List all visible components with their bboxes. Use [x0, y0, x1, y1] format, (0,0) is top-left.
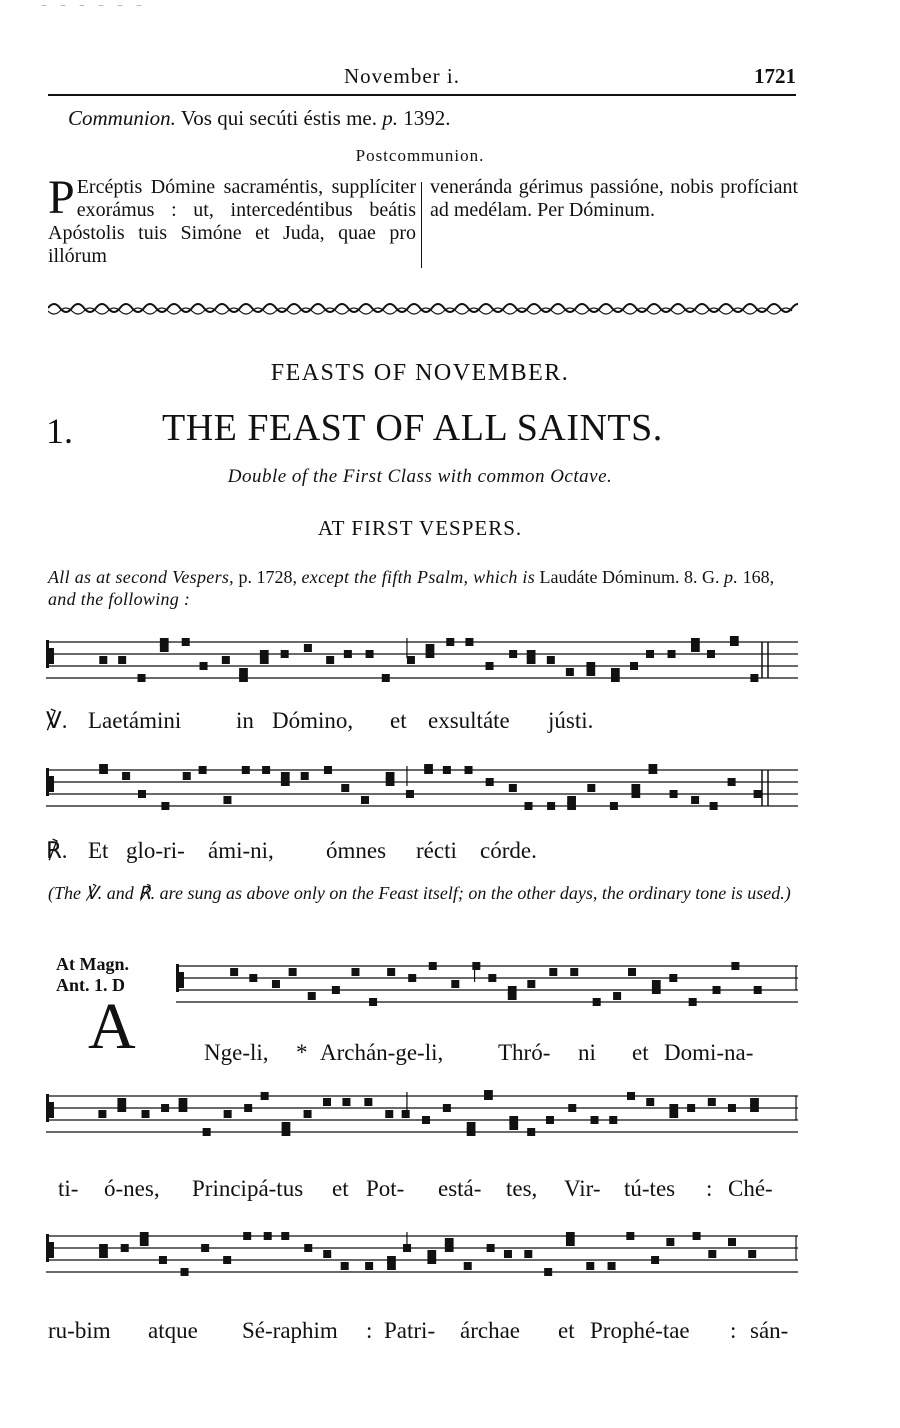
neume	[646, 650, 654, 658]
postcommunion-heading: Postcommunion.	[355, 146, 485, 165]
rubric-plain-b: Laudáte Dóminum. 8. G.	[539, 567, 720, 587]
neume	[524, 1250, 532, 1258]
neume	[487, 1244, 495, 1252]
neume	[628, 968, 636, 976]
neume	[524, 802, 532, 810]
neume	[249, 974, 257, 982]
page-edge-marks: ‾ ‾ ‾ ‾ ‾ ‾	[42, 4, 147, 18]
antiphon-syllable: et	[558, 1318, 575, 1343]
neume	[342, 1098, 350, 1106]
neume	[666, 1238, 674, 1246]
neume	[332, 986, 340, 994]
neume	[264, 1232, 272, 1240]
header-title: November i.	[344, 64, 460, 88]
neume	[546, 1116, 554, 1124]
chant-staff-antiphon-2	[46, 1090, 798, 1156]
antiphon-syllable: et	[332, 1176, 349, 1201]
antiphon-syllable: Ché-	[728, 1176, 773, 1201]
response-syllable: córde.	[480, 838, 537, 863]
neume	[272, 980, 280, 988]
neume	[407, 656, 415, 664]
section-title: FEASTS OF NOVEMBER.	[270, 360, 570, 386]
neume	[341, 1262, 349, 1270]
rubric-note: (The ℣. and ℟. are sung as above only on the Feast itself; on the other days, the ordinary tone is used.)	[48, 883, 791, 903]
neume	[304, 644, 312, 652]
neume	[707, 650, 715, 658]
neume	[544, 1268, 552, 1276]
neume	[593, 998, 601, 1006]
neume	[289, 968, 297, 976]
neume	[429, 962, 437, 970]
response-syllable: Et	[88, 838, 109, 863]
antiphon-label-line2: Ant. 1. D	[56, 975, 126, 995]
neume	[364, 1098, 372, 1106]
response-syllable: ámi-ni,	[208, 838, 274, 863]
neume	[609, 1116, 617, 1124]
neume	[608, 1262, 616, 1270]
neume	[244, 1104, 252, 1112]
feast-rank: Double of the First Class with common Octave.	[227, 466, 613, 487]
rubric-plain-a: p. 1728,	[238, 567, 297, 587]
neume	[549, 968, 557, 976]
neume	[646, 1098, 654, 1106]
neume	[122, 772, 130, 780]
neume	[323, 1250, 331, 1258]
versicle-syllable: in	[236, 708, 254, 733]
neume	[670, 790, 678, 798]
neume	[731, 962, 739, 970]
neume	[182, 638, 190, 646]
antiphon-syllable: ni	[578, 1040, 596, 1065]
neume	[161, 802, 169, 810]
neume	[326, 656, 334, 664]
neume	[224, 1110, 232, 1118]
neume	[486, 662, 494, 670]
page-number: 1721	[754, 64, 796, 88]
neume	[486, 778, 494, 786]
versicle-syllable: exsultáte	[428, 708, 510, 733]
rubric-italic-d: and the following :	[48, 589, 191, 609]
response-syllable: glo-ri-	[126, 838, 185, 863]
versicle-syllable: jústi.	[548, 708, 594, 733]
neume	[262, 766, 270, 774]
antiphon-syllable: ó-nes,	[104, 1176, 160, 1201]
neume	[351, 968, 359, 976]
neume	[304, 1244, 312, 1252]
neume	[341, 784, 349, 792]
neume	[568, 1104, 576, 1112]
neume	[222, 656, 230, 664]
neume	[669, 974, 677, 982]
postcommunion-right-column	[430, 176, 798, 222]
antiphon-syllable: Prophé-tae	[590, 1318, 690, 1343]
versicle-syllable: et	[390, 708, 407, 733]
running-header	[48, 64, 796, 96]
neume	[369, 998, 377, 1006]
antiphon-syllable: sán-	[750, 1318, 789, 1343]
neume	[138, 790, 146, 798]
feast-number: 1.	[46, 411, 73, 451]
neume	[121, 1244, 129, 1252]
neume	[366, 650, 374, 658]
neume	[382, 674, 390, 682]
antiphon-syllable: tú-tes	[624, 1176, 676, 1201]
neume	[159, 1256, 167, 1264]
antiphon-initial: A	[88, 990, 136, 1063]
neume	[651, 1256, 659, 1264]
neume	[691, 796, 699, 804]
neume	[142, 1110, 150, 1118]
neume	[242, 766, 250, 774]
neume	[361, 796, 369, 804]
neume	[223, 796, 231, 804]
neume	[465, 638, 473, 646]
neume	[201, 1244, 209, 1252]
neume	[138, 674, 146, 682]
chant-staff-antiphon-1	[176, 960, 798, 1026]
neume	[181, 1268, 189, 1276]
rubric-italic-c: p.	[724, 567, 739, 587]
rubric-italic-a: All as at second Vespers,	[48, 567, 234, 587]
neume	[586, 1262, 594, 1270]
neume	[261, 1092, 269, 1100]
neume	[668, 650, 676, 658]
neume	[465, 766, 473, 774]
neume	[748, 1250, 756, 1258]
antiphon-syllable: Sé-raphim	[242, 1318, 338, 1343]
neume	[446, 638, 454, 646]
neume	[693, 1232, 701, 1240]
antiphon-syllable: Nge-li,	[204, 1040, 269, 1065]
neume	[223, 1256, 231, 1264]
versicle-syllable: Dómino,	[272, 708, 354, 733]
chant-staff-response	[46, 764, 798, 830]
neume	[509, 784, 517, 792]
neume	[408, 974, 416, 982]
postcommunion-left-text: Ercéptis Dómine sacraméntis, supplíciter exorámus : ut, intercedéntibus beátis Apóstolis tuis Simóne et Juda, quae pro illórum	[48, 176, 416, 267]
antiphon-syllable: :	[730, 1318, 737, 1343]
antiphon-syllable: árchae	[460, 1318, 520, 1343]
neume	[708, 1098, 716, 1106]
communion-line	[68, 106, 451, 131]
neume	[422, 1116, 430, 1124]
communion-label: Communion.	[68, 106, 176, 130]
neume	[504, 1250, 512, 1258]
rubric-plain-c: 168,	[742, 567, 775, 587]
neume	[488, 974, 496, 982]
rubric-instruction	[48, 566, 798, 610]
neume	[281, 650, 289, 658]
neume	[750, 674, 758, 682]
neume	[281, 1232, 289, 1240]
antiphon-syllable: et	[632, 1040, 649, 1065]
antiphon-syllable: *	[296, 1040, 308, 1065]
neume	[566, 668, 574, 676]
neume	[710, 802, 718, 810]
neume	[527, 1128, 535, 1136]
neume	[199, 766, 207, 774]
antiphon-syllable: :	[706, 1176, 713, 1201]
postcommunion-dropcap: P	[48, 171, 75, 224]
neume	[464, 1262, 472, 1270]
neume	[387, 968, 395, 976]
versicle-symbol: ℣.	[46, 708, 68, 733]
antiphon-syllable: Thró-	[498, 1040, 551, 1065]
neume	[200, 662, 208, 670]
neume	[627, 1092, 635, 1100]
antiphon-syllable: Pot-	[366, 1176, 405, 1201]
communion-text: Vos qui secúti éstis me.	[180, 106, 378, 130]
neume	[587, 784, 595, 792]
neume	[406, 790, 414, 798]
communion-page-num: 1392.	[403, 106, 451, 130]
neume	[344, 650, 352, 658]
neume	[402, 1110, 410, 1118]
neume	[570, 968, 578, 976]
antiphon-syllable: :	[366, 1318, 373, 1343]
postcommunion-left-column	[48, 171, 416, 268]
response-symbol: ℟.	[46, 838, 68, 863]
neume	[728, 778, 736, 786]
neume	[161, 1104, 169, 1112]
postcommunion-right-text: veneránda gérimus passióne, nobis profíciant ad medélam. Per Dóminum.	[430, 176, 798, 221]
neume	[183, 772, 191, 780]
chant-staff-versicle	[46, 636, 798, 702]
antiphon-syllable: ti-	[58, 1176, 79, 1201]
neume	[728, 1104, 736, 1112]
neume	[591, 1116, 599, 1124]
response-syllable: ómnes	[326, 838, 387, 863]
neume	[324, 766, 332, 774]
neume	[98, 1110, 106, 1118]
antiphon-syllable: Vir-	[564, 1176, 601, 1201]
neume	[754, 790, 762, 798]
chant-staff-antiphon-3	[46, 1230, 798, 1296]
neume	[610, 802, 618, 810]
antiphon-syllable: tes,	[506, 1176, 538, 1201]
neume	[626, 1232, 634, 1240]
neume	[728, 1238, 736, 1246]
neume	[547, 802, 555, 810]
neume	[118, 656, 126, 664]
neume	[708, 1250, 716, 1258]
vespers-heading: AT FIRST VESPERS.	[317, 516, 523, 540]
antiphon-syllable: ru-bim	[48, 1318, 111, 1343]
antiphon-label-line1: At Magn.	[56, 954, 129, 974]
neume	[687, 1104, 695, 1112]
versicle-syllable: Laetámini	[88, 708, 182, 733]
neume	[365, 1262, 373, 1270]
neume	[472, 962, 480, 970]
neume	[323, 1098, 331, 1106]
neume	[547, 656, 555, 664]
neume	[630, 662, 638, 670]
neume	[451, 980, 459, 988]
neume	[613, 992, 621, 1000]
antiphon-syllable: Archán-ge-li,	[320, 1040, 444, 1065]
rubric-italic-b: except the fifth Psalm, which is	[301, 567, 536, 587]
neume	[443, 766, 451, 774]
feast-title: THE FEAST OF ALL SAINTS.	[162, 407, 663, 449]
neume	[527, 980, 535, 988]
neume	[308, 992, 316, 1000]
neume	[385, 1110, 393, 1118]
communion-page-label: p.	[382, 106, 399, 130]
neume	[243, 1232, 251, 1240]
neume	[304, 1110, 312, 1118]
neume	[689, 998, 697, 1006]
neume	[713, 986, 721, 994]
antiphon-syllable: Patri-	[384, 1318, 436, 1343]
antiphon-syllable: Principá-tus	[192, 1176, 304, 1201]
neume	[509, 650, 517, 658]
neume	[99, 656, 107, 664]
neume	[754, 986, 762, 994]
antiphon-syllable: Domi-na-	[664, 1040, 754, 1065]
antiphon-syllable: está-	[438, 1176, 482, 1201]
neume	[203, 1128, 211, 1136]
neume	[301, 772, 309, 780]
response-syllable: récti	[416, 838, 457, 863]
ornamental-divider	[48, 298, 798, 318]
neume	[443, 1104, 451, 1112]
neume	[230, 968, 238, 976]
column-divider	[421, 182, 422, 268]
antiphon-syllable: atque	[148, 1318, 198, 1343]
